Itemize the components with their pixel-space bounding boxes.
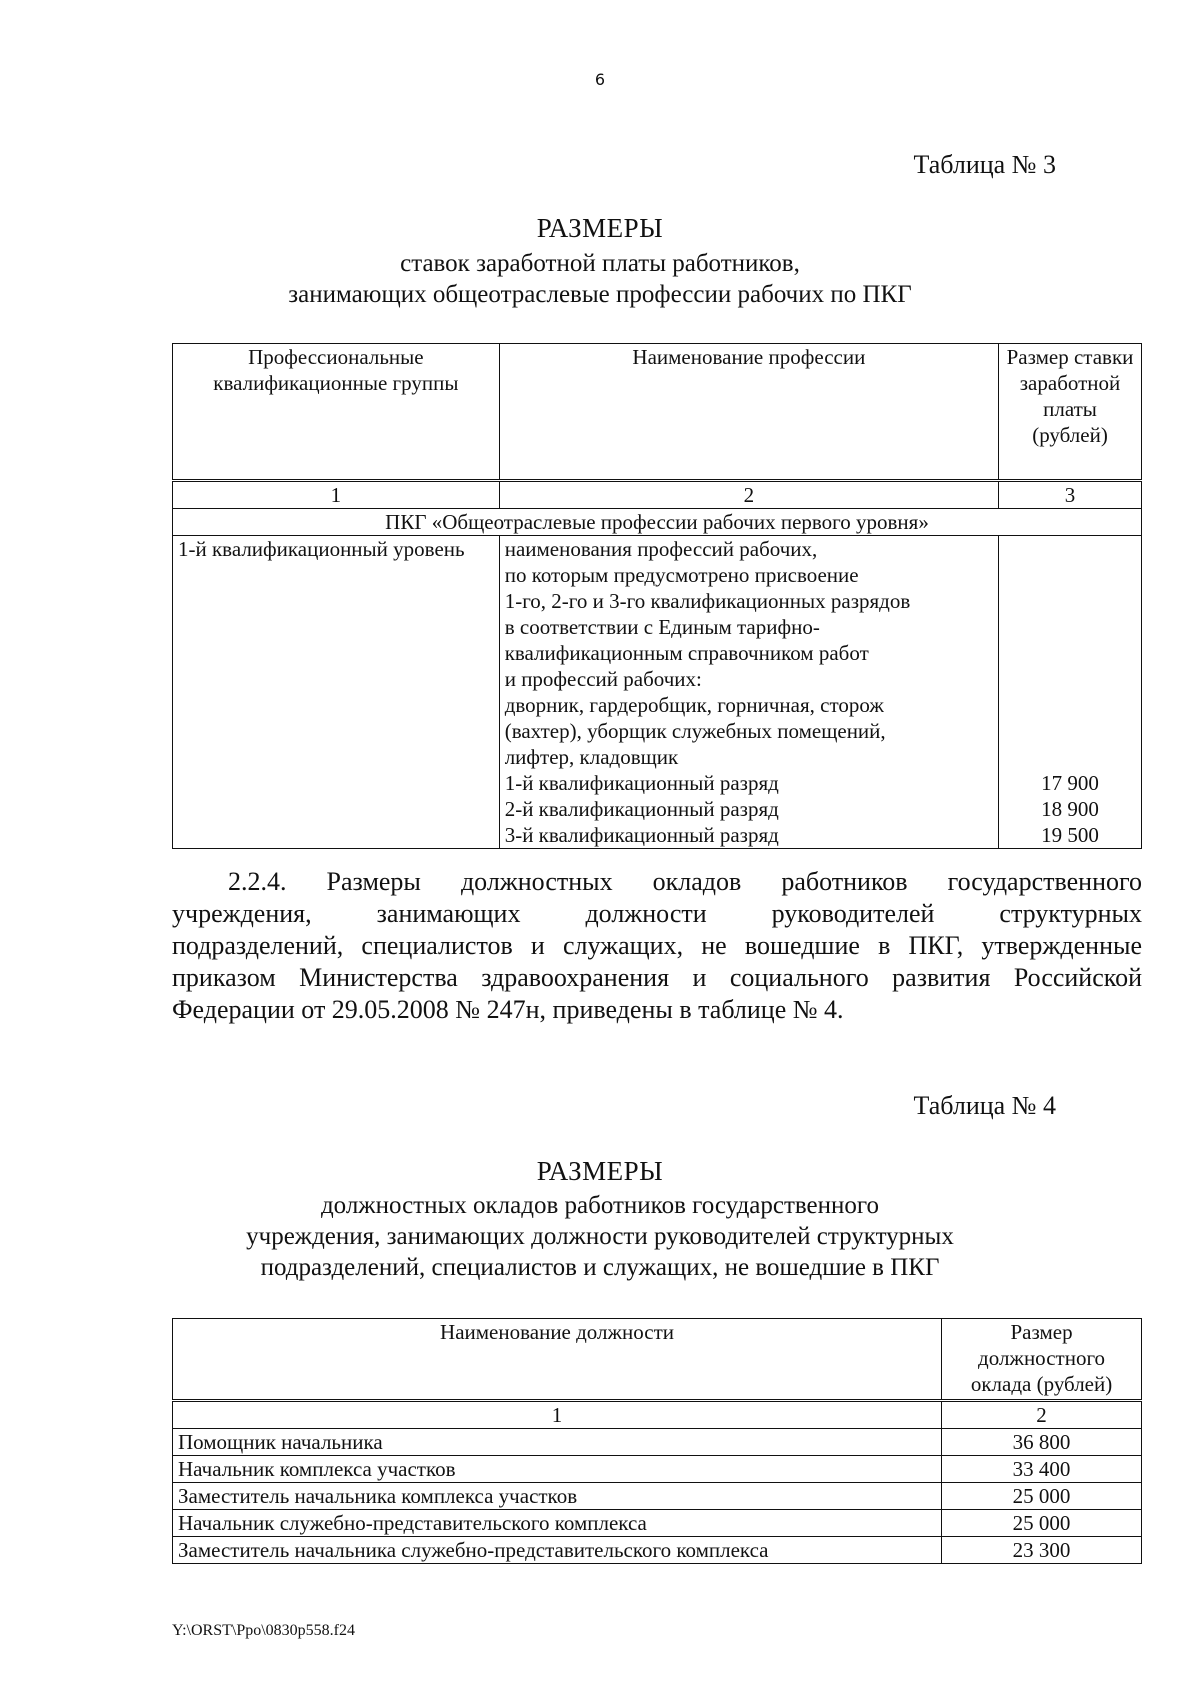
table3-header-profession: Наименование профессии xyxy=(499,344,998,481)
description-line: в соответствии с Единым тарифно- xyxy=(504,615,820,639)
table3-title: РАЗМЕРЫ xyxy=(536,213,664,243)
grade-name: 1-й квалификационный разряд xyxy=(504,771,779,795)
table-row xyxy=(173,1537,1142,1564)
table3-amounts xyxy=(999,536,1142,849)
position-name: Начальник служебно-представительского комплекса xyxy=(173,1510,942,1537)
table4-title: РАЗМЕРЫ xyxy=(536,1156,664,1186)
paragraph-line: 2.2.4. Размеры должностных окладов работников государственного xyxy=(228,867,1142,896)
description-line: квалификационным справочником работ xyxy=(504,641,869,665)
table4-label: Таблица № 4 xyxy=(913,1091,1056,1120)
description-line: 1-го, 2-го и 3-го квалификационных разрядов xyxy=(504,589,911,613)
table4-subtitle-line: подразделений, специалистов и служащих, не вошедшие в ПКГ xyxy=(260,1254,940,1281)
table4-subtitle xyxy=(0,1190,1200,1283)
salary-amount: 25 000 xyxy=(942,1483,1142,1510)
table4-header-row xyxy=(173,1319,1142,1401)
table4-col-number: 2 xyxy=(942,1401,1142,1429)
table4-col-number: 1 xyxy=(173,1401,942,1429)
table3-group-row xyxy=(173,509,1142,536)
salary-amount: 25 000 xyxy=(942,1510,1142,1537)
table3-col-number: 3 xyxy=(999,481,1142,509)
position-name: Заместитель начальника комплекса участков xyxy=(173,1483,942,1510)
salary-amount: 36 800 xyxy=(942,1429,1142,1456)
paragraph-line: подразделений, специалистов и служащих, не вошедшие в ПКГ, утвержденные xyxy=(172,931,1142,960)
paragraph-2-2-4 xyxy=(172,866,1142,1026)
position-name: Заместитель начальника служебно-представительского комплекса xyxy=(173,1537,942,1564)
table4-header-salary: Размер должностного оклада (рублей) xyxy=(942,1319,1142,1401)
table3-subtitle-line: ставок заработной платы работников, xyxy=(400,250,800,277)
table-row xyxy=(173,1510,1142,1537)
table-row xyxy=(173,1456,1142,1483)
table3 xyxy=(172,343,1142,849)
position-name: Помощник начальника xyxy=(173,1429,942,1456)
salary-amount: 23 300 xyxy=(942,1537,1142,1564)
table4-subtitle-line: должностных окладов работников государственного xyxy=(320,1192,880,1219)
table-row xyxy=(173,1429,1142,1456)
table3-level-row xyxy=(173,536,1142,849)
table3-header-row xyxy=(173,344,1142,481)
table4-subtitle-line: учреждения, занимающих должности руководителей структурных xyxy=(246,1223,954,1250)
page-number: 6 xyxy=(594,70,606,89)
table3-header-rate: Размер ставки заработной платы (рублей) xyxy=(999,344,1142,481)
table3-col-number: 1 xyxy=(173,481,500,509)
position-name: Начальник комплекса участков xyxy=(173,1456,942,1483)
description-line: (вахтер), уборщик служебных помещений, xyxy=(504,719,886,743)
salary-amount: 33 400 xyxy=(942,1456,1142,1483)
paragraph-line: Федерации от 29.05.2008 № 247н, приведены в таблице № 4. xyxy=(172,995,844,1024)
table4-header-position: Наименование должности xyxy=(173,1319,942,1401)
grade-amount: 18 900 xyxy=(1041,797,1099,821)
table3-group-title: ПКГ «Общеотраслевые профессии рабочих первого уровня» xyxy=(173,509,1142,536)
table4 xyxy=(172,1318,1142,1564)
paragraph-line: приказом Министерства здравоохранения и социального развития Российской xyxy=(172,963,1142,992)
grade-name: 2-й квалификационный разряд xyxy=(504,797,779,821)
paragraph-line: учреждения, занимающих должности руководителей структурных xyxy=(172,899,1142,928)
description-line: по которым предусмотрено присвоение xyxy=(504,563,859,587)
table-row xyxy=(173,1483,1142,1510)
table3-header-groups: Профессиональные квалификационные группы xyxy=(173,344,500,481)
table3-number-row xyxy=(173,481,1142,509)
table3-subtitle-line: занимающих общеотраслевые профессии рабочих по ПКГ xyxy=(288,281,912,308)
grade-amount: 19 500 xyxy=(1041,823,1099,847)
grade-amount: 17 900 xyxy=(1041,771,1099,795)
description-line: и профессий рабочих: xyxy=(504,667,702,691)
grade-name: 3-й квалификационный разряд xyxy=(504,823,779,847)
description-line: лифтер, кладовщик xyxy=(504,745,679,769)
description-line: дворник, гардеробщик, горничная, сторож xyxy=(504,693,884,717)
table3-level: 1-й квалификационный уровень xyxy=(173,536,500,849)
description-line: наименования профессий рабочих, xyxy=(504,537,818,561)
table3-label: Таблица № 3 xyxy=(913,150,1056,179)
table3-subtitle xyxy=(0,248,1200,310)
file-path-footer: Y:\ORST\Ppo\0830p558.f24 xyxy=(172,1622,355,1639)
table3-description xyxy=(499,536,998,849)
table4-number-row xyxy=(173,1401,1142,1429)
table3-col-number: 2 xyxy=(499,481,998,509)
